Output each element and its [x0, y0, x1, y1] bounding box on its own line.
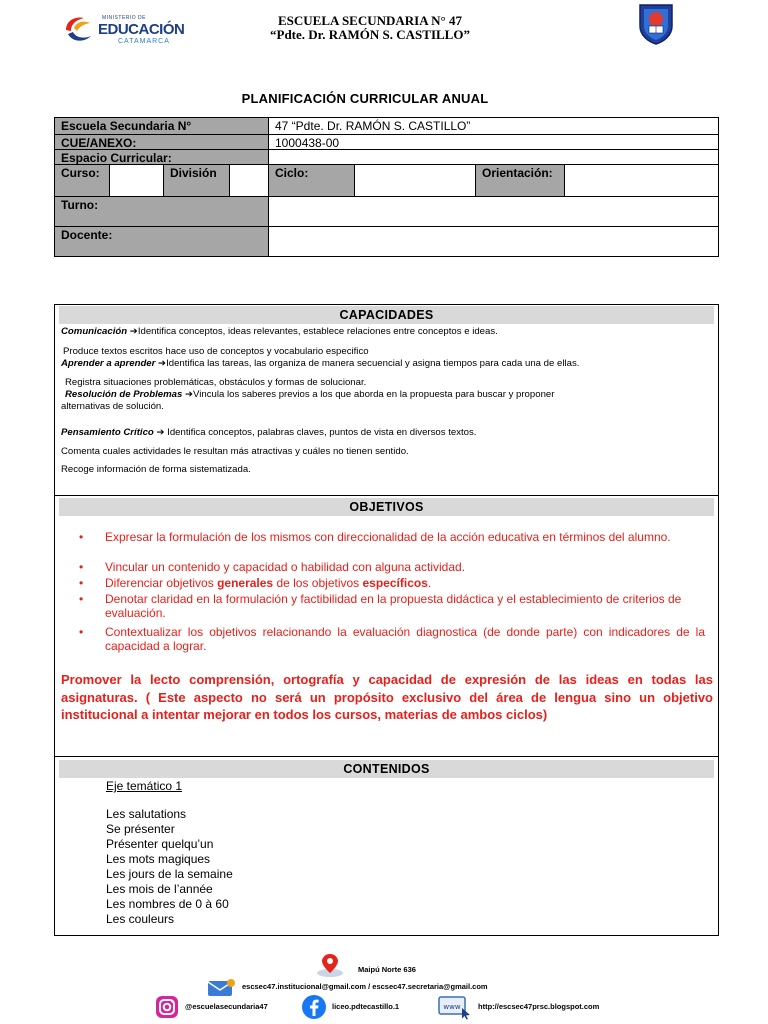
email-icon: [206, 978, 236, 998]
contenidos-heading: CONTENIDOS: [59, 760, 714, 778]
cue-label: CUE/ANEXO:: [55, 135, 269, 150]
instagram-icon: [154, 994, 180, 1020]
school-patron-line: “Pdte. Dr. RAMÓN S. CASTILLO”: [270, 27, 470, 42]
docente-label: Docente:: [55, 227, 269, 256]
school-info-table: [54, 117, 719, 257]
school-value: 47 “Pdte. Dr. RAMÓN S. CASTILLO”: [269, 118, 718, 135]
bullet-icon: •: [79, 530, 84, 544]
objetivos-heading: OBJETIVOS: [59, 498, 714, 516]
content-item: Les mois de l’année: [106, 882, 213, 896]
capacidad-line: Pensamiento Crítico ➔ Identifica conceptos, palabras claves, puntos de vista en diversos textos.: [61, 427, 477, 438]
bullet-icon: •: [79, 625, 84, 639]
orientacion-value: [565, 165, 718, 197]
objetivo-item: • Vincular un contenido y capacidad o habilidad con alguna actividad.: [79, 560, 466, 574]
division-label: División: [164, 165, 230, 197]
ministry-emblem-icon: [62, 14, 96, 44]
eje-tematico-title: Eje temático 1: [106, 779, 183, 793]
bullet-icon: •: [79, 560, 84, 574]
cue-value: 1000438-00: [269, 135, 718, 150]
footer-blog-link[interactable]: http://escsec47prsc.blogspot.com: [478, 1002, 600, 1011]
ministry-logo: [62, 12, 185, 48]
capacidad-line: alternativas de solución.: [61, 401, 164, 412]
footer-address: Maipú Norte 636: [358, 965, 416, 974]
capacidades-heading: CAPACIDADES: [59, 306, 714, 324]
espacio-curricular-label: Espacio Curricular:: [55, 150, 269, 165]
content-item: Se présenter: [106, 822, 175, 836]
capacidad-line: Comunicación ➔Identifica conceptos, ideas relevantes, establece relaciones entre conceptos e ideas.: [61, 326, 498, 337]
school-shield-icon: [637, 2, 675, 46]
division-value: [230, 165, 269, 197]
curso-label: Curso:: [55, 165, 110, 197]
objetivo-item: • Denotar claridad en la formulación y factibilidad en la propuesta didáctica y el establecimiento de criterios de evaluación.: [79, 592, 682, 620]
objetivo-item: • Expresar la formulación de los mismos con direccionalidad de la acción educativa en términos del alumno.: [79, 530, 671, 544]
school-label: Escuela Secundaria N°: [55, 118, 269, 135]
objetivo-item: • Diferenciar objetivos generales de los objetivos específicos.: [79, 576, 432, 590]
ciclo-label: Ciclo:: [269, 165, 355, 197]
ciclo-value: [355, 165, 476, 197]
espacio-curricular-value: [269, 150, 718, 165]
footer-emails[interactable]: escsec47.institucional@gmail.com / escsec47.secretaria@gmail.com: [242, 982, 488, 991]
objetivo-item: • Contextualizar los objetivos relacionando la evaluación diagnostica (de donde parte) con indicadores de la capacidad a lograr.: [79, 625, 705, 653]
logo-ministry-text: MINISTERIO DE: [102, 15, 147, 21]
bullet-icon: •: [79, 592, 84, 606]
institutional-objective-text: Promover la lecto comprensión, ortografía y capacidad de expresión de las ideas en todas las asignaturas. ( Este aspecto no será un propósito exclusivo del área de lengua sino un objetivo institucional a intentar mejorar en todos los cursos, materias de ambos ciclos): [61, 672, 713, 722]
orientacion-label: Orientación:: [476, 165, 565, 197]
bullet-icon: •: [79, 576, 84, 590]
section-divider: [55, 495, 718, 496]
docente-value: [269, 227, 718, 256]
content-item: Les nombres de 0 à 60: [106, 897, 229, 911]
content-item: Les couleurs: [106, 912, 175, 926]
content-item: Les salutations: [106, 807, 187, 821]
section-divider: [55, 756, 718, 757]
logo-region-text: CATAMARCA: [118, 38, 170, 45]
capacidad-line: Resolución de Problemas ➔Vincula los saberes previos a los que aborda en la propuesta para buscar y proponer: [65, 389, 555, 400]
content-item: Présenter quelqu’un: [106, 837, 214, 851]
turno-value: [269, 197, 718, 227]
capacidad-line: Produce textos escritos hace uso de conceptos y vocabulario especifico: [63, 346, 369, 357]
footer-instagram[interactable]: @escuelasecundaria47: [185, 1002, 268, 1011]
capacidad-line: Comenta cuales actividades le resultan más atractivas y cuáles no tienen sentido.: [61, 446, 409, 457]
turno-label: Turno:: [55, 197, 269, 227]
capacidad-line: Registra situaciones problemáticas, obstáculos y formas de solucionar.: [65, 377, 367, 388]
planning-content-box: [54, 304, 719, 936]
web-icon: [437, 994, 473, 1020]
content-item: Les mots magiques: [106, 852, 211, 866]
capacidad-line: Recoge información de forma sistematizada.: [61, 464, 251, 475]
page-title: PLANIFICACIÓN CURRICULAR ANUAL: [241, 91, 489, 106]
svg-text:www: www: [443, 1003, 461, 1011]
footer-facebook[interactable]: liceo.pdtecastillo.1: [332, 1002, 400, 1011]
curso-value: [110, 165, 164, 197]
facebook-icon: [301, 994, 327, 1020]
school-header-title: [200, 14, 540, 42]
map-pin-icon: [315, 952, 345, 978]
logo-education-text: EDUCACIÓN: [98, 21, 185, 38]
content-item: Les jours de la semaine: [106, 867, 233, 881]
school-name-line: ESCUELA SECUNDARIA N° 47: [278, 13, 462, 28]
capacidad-line: Aprender a aprender ➔Identifica las tareas, las organiza de manera secuencial y asigna tiempos para cada una de ellas.: [61, 358, 580, 369]
